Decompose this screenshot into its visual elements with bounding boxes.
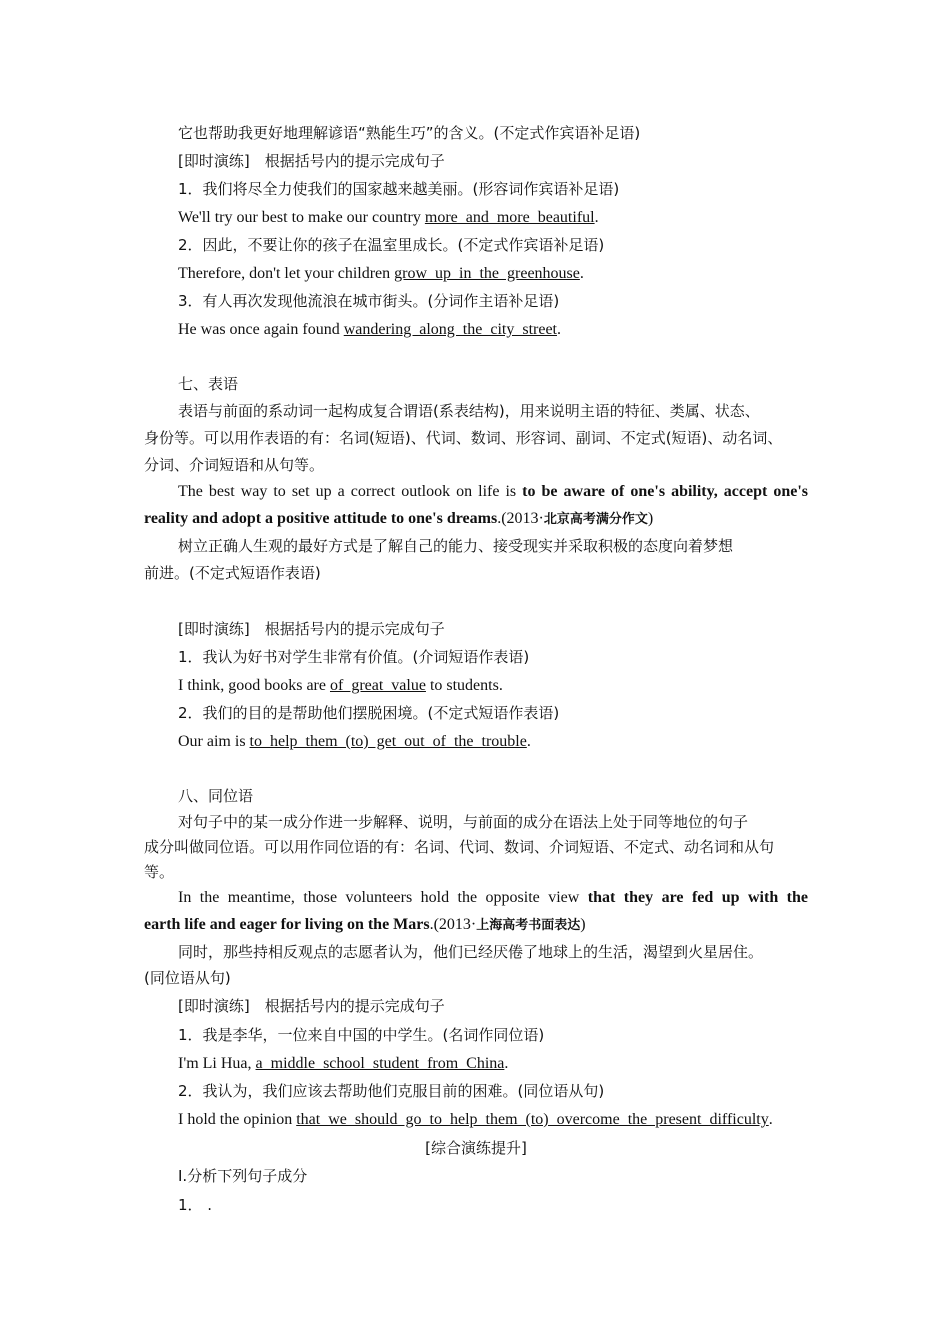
- sec8-example-line1: [178, 887, 808, 909]
- sentence-end: .: [504, 1055, 509, 1072]
- sec6-drill-heading: [178, 150, 808, 172]
- sec7-drill-heading: [178, 618, 808, 640]
- answer-blank: that we should go to help them (to) overcome the present difficulty: [296, 1111, 769, 1128]
- sec7-q1-prompt: 1．我认为好书对学生非常有价值。(介词短语作表语): [178, 648, 530, 666]
- answer-blank: grow up in the greenhouse: [394, 265, 580, 282]
- sec7-translation-line2: 前进。(不定式短语作表语): [144, 564, 321, 582]
- sentence-end: to students.: [425, 677, 503, 694]
- example-highlight: earth life and eager for living on the Mars: [144, 916, 430, 933]
- sec6-tail-translation: 它也帮助我更好地理解谚语“熟能生巧”的含义。(不定式作宾语补足语): [178, 124, 641, 142]
- drill-instruction: 根据括号内的提示完成句子: [264, 620, 445, 638]
- drill-instruction: 根据括号内的提示完成句子: [264, 152, 445, 170]
- answer-blank: a middle school student from China: [255, 1055, 505, 1072]
- sentence-text: Our aim is: [178, 733, 250, 750]
- drill-tag: [即时演练]: [178, 997, 250, 1015]
- source-label: 上海高考书面表达: [476, 918, 581, 933]
- sec8-q1-prompt: 1．我是李华，一位来自中国的中学生。(名词作同位语): [178, 1026, 545, 1044]
- sec6-q3-sentence: [178, 319, 808, 341]
- sec8-desc-line1: 对句子中的某一成分作进一步解释、说明，与前面的成分在语法上处于同等地位的句子: [178, 813, 749, 831]
- sec6-q2-sentence: [178, 263, 808, 285]
- sentence-text: He was once again found: [178, 321, 344, 338]
- source-label: 北京高考满分作文: [543, 512, 648, 527]
- answer-blank: of great value: [329, 677, 426, 694]
- answer-blank: more and more beautiful: [424, 209, 595, 226]
- sentence-end: .: [594, 209, 599, 226]
- sec6-q2-prompt: 2．因此，不要让你的孩子在温室里成长。(不定式作宾语补足语): [178, 236, 605, 254]
- sec7-title: 七、表语: [178, 375, 239, 393]
- sec7-q2-prompt: 2．我们的目的是帮助他们摆脱困境。(不定式短语作表语): [178, 704, 560, 722]
- drill-tag: [即时演练]: [178, 152, 250, 170]
- sec7-example-line1: [178, 481, 808, 503]
- source-prefix: .(2013·: [497, 510, 544, 527]
- example-highlight: reality and adopt a positive attitude to one's dreams: [144, 510, 498, 527]
- sec7-q1-sentence: [178, 675, 808, 697]
- summary-item1: 1． .: [178, 1196, 213, 1214]
- source-prefix: .(2013·: [429, 916, 477, 933]
- example-text: In the meantime, those volunteers hold the opposite view: [178, 889, 588, 906]
- sentence-text: I'm Li Hua,: [178, 1055, 256, 1072]
- sentence-end: .: [526, 733, 531, 750]
- sec6-q3-prompt: 3．有人再次发现他流浪在城市街头。(分词作主语补足语): [178, 292, 560, 310]
- sec8-desc-line3: 等。: [144, 863, 175, 881]
- sentence-text: Therefore, don't let your children: [178, 265, 395, 282]
- sec7-translation-line1: 树立正确人生观的最好方式是了解自己的能力、接受现实并采取积极的态度向着梦想: [178, 537, 734, 555]
- drill-tag: [即时演练]: [178, 620, 250, 638]
- sec7-example-line2: [144, 508, 808, 531]
- sentence-text: We'll try our best to make our country: [178, 209, 425, 226]
- sec8-q1-sentence: [178, 1053, 808, 1075]
- example-highlight: to be aware of one's ability, accept one's: [522, 483, 808, 500]
- sec8-q2-sentence: [178, 1109, 808, 1131]
- answer-blank: to help them (to) get out of the trouble: [249, 733, 527, 750]
- sec7-q2-sentence: [178, 731, 808, 753]
- sec8-title: 八、同位语: [178, 787, 254, 805]
- sec7-desc-line3: 分词、介词短语和从句等。: [144, 456, 325, 474]
- sec8-desc-line2: 成分叫做同位语。可以用作同位语的有：名词、代词、数词、介词短语、不定式、动名词和从句: [144, 838, 775, 856]
- summary-title: [综合演练提升]: [425, 1139, 527, 1157]
- sentence-end: .: [768, 1111, 773, 1128]
- sentence-end: .: [579, 265, 584, 282]
- source-suffix: ): [580, 916, 586, 933]
- example-text: The best way to set up a correct outlook on life is: [178, 483, 523, 500]
- sec8-example-line2: [144, 914, 808, 937]
- sec7-desc-line1: 表语与前面的系动词一起构成复合谓语(系表结构)，用来说明主语的特征、类属、状态、: [178, 402, 760, 420]
- drill-instruction: 根据括号内的提示完成句子: [264, 997, 445, 1015]
- sentence-end: .: [556, 321, 561, 338]
- example-highlight: that they are fed up with the: [587, 889, 808, 906]
- summary-part1-heading: Ⅰ.分析下列句子成分: [178, 1167, 308, 1185]
- sec6-q1-sentence: [178, 207, 808, 229]
- sec7-desc-line2: 身份等。可以用作表语的有：名词(短语)、代词、数词、形容词、副词、不定式(短语)、动名词、: [144, 429, 783, 447]
- sec8-translation-line2: (同位语从句): [144, 969, 231, 987]
- answer-blank: wandering along the city street: [343, 321, 557, 338]
- sec8-drill-heading: [178, 995, 808, 1017]
- source-suffix: ): [647, 510, 654, 527]
- sec6-q1-prompt: 1．我们将尽全力使我们的国家越来越美丽。(形容词作宾语补足语): [178, 180, 620, 198]
- sec8-translation-line1: 同时，那些持相反观点的志愿者认为，他们已经厌倦了地球上的生活，渴望到火星居住。: [178, 943, 764, 961]
- sentence-text: I hold the opinion: [178, 1111, 297, 1128]
- sentence-text: I think, good books are: [178, 677, 330, 694]
- sec8-q2-prompt: 2．我认为，我们应该去帮助他们克服目前的困难。(同位语从句): [178, 1082, 605, 1100]
